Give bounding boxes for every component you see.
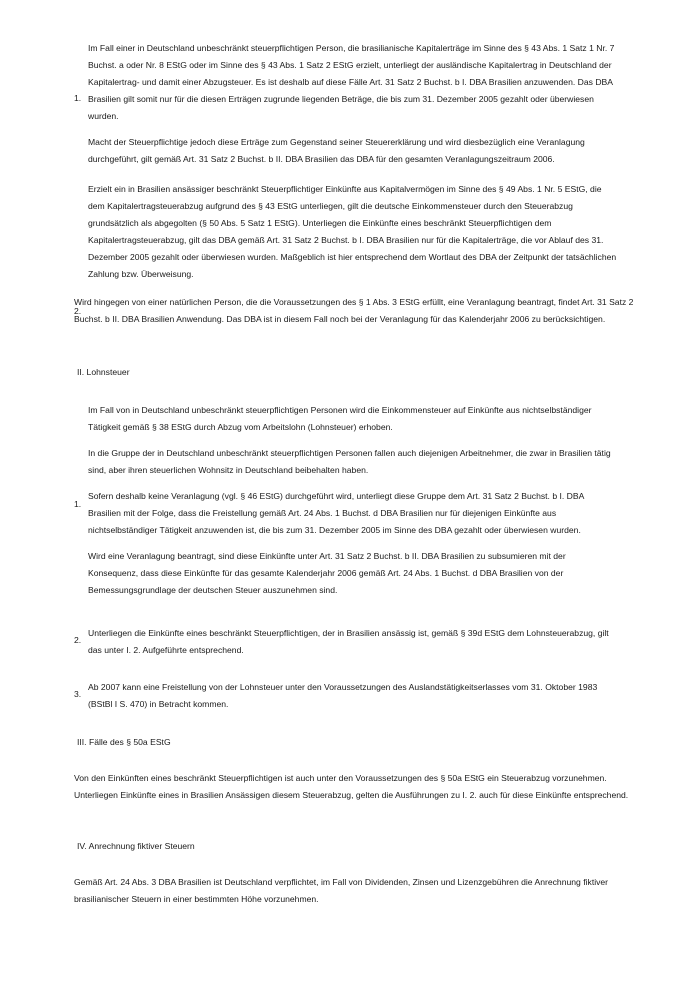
list-item [74,625,634,659]
list-item [74,40,634,168]
item-number: 1. [74,93,82,103]
section-heading: II. Lohnsteuer [77,367,130,377]
paragraph: In die Gruppe der in Deutschland unbeschränkt steuerpflichtigen Personen fallen auch diejenigen Arbeitnehmer, die zwar in Brasilien tätig sind, aber ihren steuerlichen Wohnsitz in Deutschland beibehalten haben. [88,448,611,475]
paragraph: Wird eine Veranlagung beantragt, sind diese Einkünfte unter Art. 31 Satz 2 Buchst. b II. DBA Brasilien zu subsumieren mit der Konsequenz, dass diese Einkünfte für das gesamte Kalenderjahr 2006 gemäß Art. 24 Abs. 1 Buchst. d DBA Brasilien von der Bemessungsgrundlage der deutschen Steuer auszunehmen sind. [88,551,566,595]
list-item [74,679,634,713]
item-number: 1. [74,499,82,509]
paragraph: Im Fall einer in Deutschland unbeschränkt steuerpflichtigen Person, die brasilianische Kapitalerträge im Sinne des § 43 Abs. 1 Satz 1 Nr. 7 Buchst. a oder Nr. 8 EStG oder im Sinne des § 43 Abs. 1 Satz 2 EStG erzielt, unterliegt der ausländische Kapitalertrag in Deutschland der Kapitalertrag- und damit einer Abzugsteuer. Es ist deshalb auf diese Fälle Art. 31 Satz 2 Buchst. b I. DBA Brasilien anzuwenden. Das DBA Brasilien gilt somit nur für die diesen Erträgen zugrunde liegenden Beträge, die bis zum 31. Dezember 2005 gezahlt oder überwiesen wurden. [88,43,615,121]
item-number: 2. [74,635,82,645]
paragraph: Unterliegen die Einkünfte eines beschränkt Steuerpflichtigen, der in Brasilien ansässig ist, gemäß § 39d EStG dem Lohnsteuerabzug, gilt das unter I. 2. Aufgeführte entsprechend. [88,628,609,655]
paragraph: Wird hingegen von einer natürlichen Person, die die Voraussetzungen des § 1 Abs. 3 EStG erfüllt, eine Veranlagung beantragt, findet Art. 31 Satz 2 Buchst. b II. DBA Brasilien Anwendung. Das DBA ist in diesem Fall noch bei der Veranlagung für das Kalenderjahr 2006 zu berücksichtigen. [74,297,634,324]
paragraph: Erzielt ein in Brasilien ansässiger beschränkt Steuerpflichtiger Einkünfte aus Kapitalvermögen im Sinne des § 49 Abs. 1 Nr. 5 EStG, die dem Kapitalertragsteuerabzug aufgrund des § 43 EStG unterliegen, gilt die deutsche Einkommensteuer durch den Steuerabzug grundsätzlich als abgegolten (§ 50 Abs. 5 Satz 1 EStG). Unterliegen die Einkünfte eines beschränkt Steuerpflichtigen dem Kapitalertragsteuerabzug, gilt das DBA gemäß Art. 31 Satz 2 Buchst. b I. DBA Brasilien nur für die Kapitalerträge, die vor Ablauf des 31. Dezember 2005 gezahlt oder überwiesen wurden. Maßgeblich ist hier entsprechend dem Wortlaut des DBA der Zeitpunkt der tatsächlichen Zahlung bzw. Überweisung. [88,184,617,279]
item-number: 2. [74,306,82,316]
section-heading: IV. Anrechnung fiktiver Steuern [77,841,195,851]
section-heading: III. Fälle des § 50a EStG [77,737,171,747]
list-item [74,402,634,599]
paragraph: Im Fall von in Deutschland unbeschränkt steuerpflichtigen Personen wird die Einkommensteuer auf Einkünfte aus nichtselbständiger Tätigkeit gemäß § 38 EStG durch Abzug vom Arbeitslohn (Lohnsteuer) erhoben. [88,405,592,432]
paragraph: Gemäß Art. 24 Abs. 3 DBA Brasilien ist Deutschland verpflichtet, im Fall von Dividenden, Zinsen und Lizenzgebühren die Anrechnung fiktiver brasilianischer Steuern in einer bestimmten Höhe vorzunehmen. [74,877,609,904]
paragraph: Macht der Steuerpflichtige jedoch diese Erträge zum Gegenstand seiner Steuererklärung und wird diesbezüglich eine Veranlagung durchgeführt, gilt gemäß Art. 31 Satz 2 Buchst. b II. DBA Brasilien das DBA für den gesamten Veranlagungszeitraum 2006. [88,137,585,164]
item-number: 3. [74,689,82,699]
paragraph: Sofern deshalb keine Veranlagung (vgl. § 46 EStG) durchgeführt wird, unterliegt diese Gruppe dem Art. 31 Satz 2 Buchst. b I. DBA Brasilien mit der Folge, dass die Freistellung gemäß Art. 24 Abs. 1 Buchst. d DBA Brasilien nur für diejenigen Einkünfte aus nichtselbständiger Tätigkeit anzuwenden ist, die bis zum 31. Dezember 2005 im Sinne des DBA gezahlt oder überwiesen wurden. [88,491,584,535]
paragraph: Von den Einkünften eines beschränkt Steuerpflichtigen ist auch unter den Voraussetzungen des § 50a EStG ein Steuerabzug vorzunehmen. Unterliegen Einkünfte eines in Brasilien Ansässigen diesem Steuerabzug, gelten die Ausführungen zu I. 2. auch für diese Einkünfte entsprechend. [74,773,629,800]
paragraph: Ab 2007 kann eine Freistellung von der Lohnsteuer unter den Voraussetzungen des Auslandstätigkeitserlasses vom 31. Oktober 1983 (BStBl I S. 470) in Betracht kommen. [88,682,598,709]
